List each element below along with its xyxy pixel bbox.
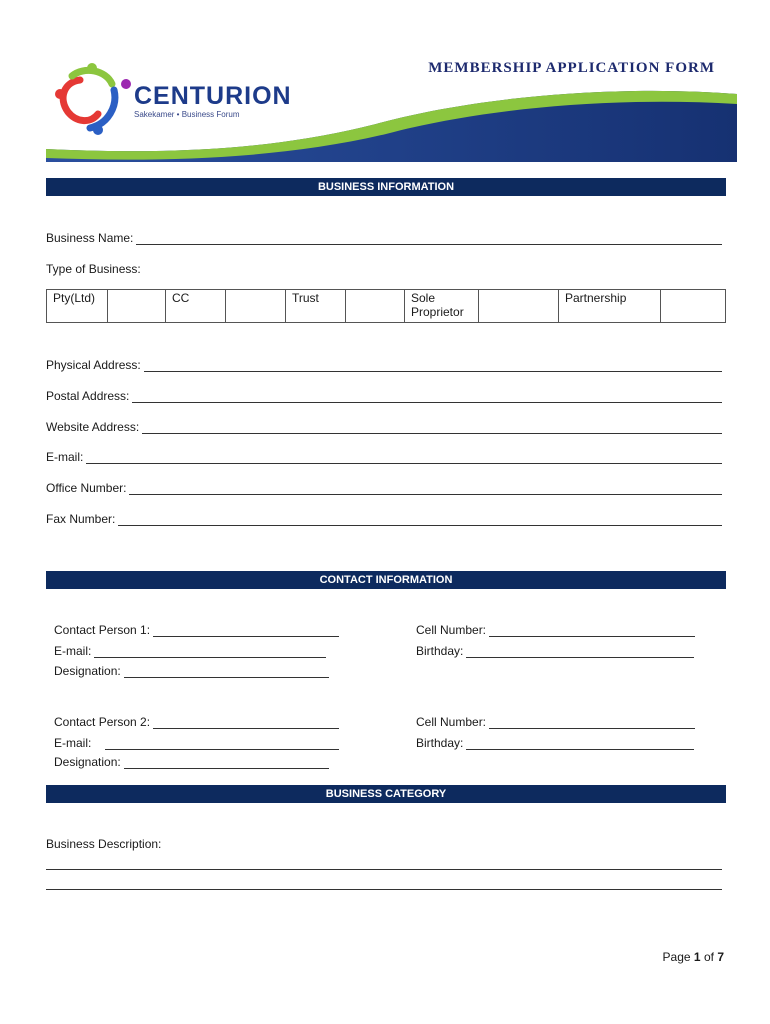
- business-description-line-1: [46, 854, 722, 870]
- postal-address-label: Postal Address:: [46, 389, 130, 403]
- contact-1-email-row: [54, 642, 326, 658]
- contact-2-birthday-label: Birthday:: [416, 736, 464, 750]
- type-label-partnership: Partnership: [559, 290, 661, 323]
- type-label-pty: Pty(Ltd): [47, 290, 108, 323]
- type-checkbox-partnership[interactable]: [661, 290, 726, 323]
- contact-1-designation-label: Designation:: [54, 664, 121, 678]
- contact-1-birthday-row: [416, 642, 694, 658]
- type-checkbox-pty[interactable]: [108, 290, 166, 323]
- business-type-label: Type of Business:: [46, 262, 141, 276]
- contact-1-designation-row: [54, 662, 329, 678]
- contact-1-cell-field[interactable]: [489, 625, 695, 637]
- contact-2-designation-row: [54, 753, 329, 769]
- section-business-information: BUSINESS INFORMATION: [46, 178, 726, 196]
- contact-2-cell-row: [416, 713, 695, 729]
- fax-number-label: Fax Number:: [46, 512, 116, 526]
- contact-2-designation-field[interactable]: [124, 757, 329, 769]
- contact-1-cell-row: [416, 621, 695, 637]
- page-of: of: [703, 950, 714, 964]
- page-current: 1: [693, 950, 701, 964]
- contact-person-2-field[interactable]: [153, 717, 339, 729]
- contact-person-1-row: [54, 621, 339, 637]
- section-business-category: BUSINESS CATEGORY: [46, 785, 726, 803]
- business-description-field-1[interactable]: [46, 858, 722, 870]
- type-checkbox-sole-proprietor[interactable]: [479, 290, 559, 323]
- office-number-field[interactable]: [129, 483, 722, 495]
- business-description-row: [46, 835, 722, 851]
- office-number-label: Office Number:: [46, 481, 127, 495]
- physical-address-label: Physical Address:: [46, 358, 141, 372]
- office-number-row: [46, 479, 722, 495]
- type-label-cc: CC: [166, 290, 226, 323]
- business-type-row: [46, 260, 722, 276]
- page-number: [663, 950, 724, 964]
- postal-address-field[interactable]: [132, 391, 722, 403]
- section-contact-information: CONTACT INFORMATION: [46, 571, 726, 589]
- business-email-label: E-mail:: [46, 450, 84, 464]
- contact-2-designation-label: Designation:: [54, 755, 121, 769]
- website-address-field[interactable]: [142, 422, 722, 434]
- contact-person-1-field[interactable]: [153, 625, 339, 637]
- contact-2-email-field[interactable]: [105, 738, 339, 750]
- business-description-line-2: [46, 874, 722, 890]
- business-description-field-2[interactable]: [46, 878, 722, 890]
- type-label-trust: Trust: [286, 290, 346, 323]
- postal-address-row: [46, 387, 722, 403]
- type-checkbox-cc[interactable]: [226, 290, 286, 323]
- type-checkbox-trust[interactable]: [346, 290, 405, 323]
- contact-2-cell-label: Cell Number:: [416, 715, 487, 729]
- contact-2-email-row: [54, 734, 339, 750]
- contact-person-2-label: Contact Person 2:: [54, 715, 151, 729]
- header-banner: [46, 44, 737, 162]
- physical-address-field[interactable]: [144, 360, 722, 372]
- business-type-table: [46, 289, 726, 323]
- business-description-label: Business Description:: [46, 837, 162, 851]
- page-word: Page: [662, 950, 691, 964]
- page-total: 7: [717, 950, 724, 964]
- contact-1-email-field[interactable]: [94, 646, 326, 658]
- fax-number-field[interactable]: [118, 514, 722, 526]
- business-name-label: Business Name:: [46, 231, 134, 245]
- contact-person-1-label: Contact Person 1:: [54, 623, 151, 637]
- website-address-row: [46, 418, 722, 434]
- contact-person-2-row: [54, 713, 339, 729]
- brand-tagline: Sakekamer • Business Forum: [134, 110, 240, 119]
- fax-number-row: [46, 510, 722, 526]
- contact-1-cell-label: Cell Number:: [416, 623, 487, 637]
- contact-1-designation-field[interactable]: [124, 666, 329, 678]
- business-name-field[interactable]: [136, 233, 722, 245]
- business-name-row: [46, 229, 722, 245]
- contact-2-cell-field[interactable]: [489, 717, 695, 729]
- contact-2-birthday-field[interactable]: [466, 738, 694, 750]
- centurion-logo-icon: [50, 62, 140, 142]
- contact-2-birthday-row: [416, 734, 694, 750]
- form-title: MEMBERSHIP APPLICATION FORM: [428, 60, 715, 76]
- business-email-row: [46, 448, 722, 464]
- brand-name: CENTURION: [134, 82, 292, 110]
- contact-1-birthday-label: Birthday:: [416, 644, 464, 658]
- physical-address-row: [46, 356, 722, 372]
- contact-1-birthday-field[interactable]: [466, 646, 694, 658]
- contact-2-email-label: E-mail:: [54, 736, 92, 750]
- business-email-field[interactable]: [86, 452, 722, 464]
- website-address-label: Website Address:: [46, 420, 140, 434]
- type-label-sole-proprietor: Sole Proprietor: [405, 290, 479, 323]
- contact-1-email-label: E-mail:: [54, 644, 92, 658]
